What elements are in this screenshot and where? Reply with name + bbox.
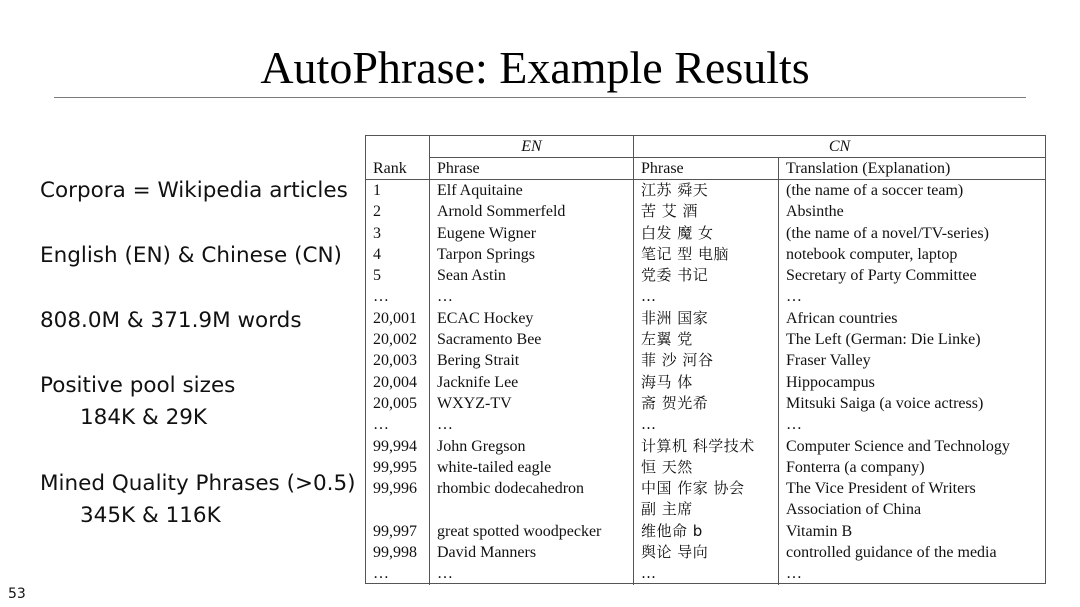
translation-cell: Mitsuki Saiga (a voice actress) (779, 393, 1046, 414)
bullet-corpora: Corpora = Wikipedia articles (40, 178, 348, 203)
translation-cell: African countries (779, 308, 1046, 329)
table-column-header (366, 158, 1045, 180)
en-phrase-cell (430, 499, 634, 520)
translation-cell: The Vice President of Writers (779, 478, 1046, 499)
en-phrase-cell: Jacknife Lee (430, 372, 634, 393)
cn-phrase-cell: 非洲 国家 (634, 308, 779, 329)
cn-phrase-cell: 海马 体 (634, 372, 779, 393)
header-en-phrase: Phrase (430, 158, 634, 180)
cn-phrase-cell: 党委 书记 (634, 265, 779, 286)
rank-cell: 99,997 (373, 522, 417, 540)
results-table (365, 135, 1046, 584)
title-underline (54, 97, 1026, 98)
bullet-word-counts: 808.0M & 371.9M words (40, 308, 302, 333)
en-phrase-cell: ECAC Hockey (430, 308, 634, 329)
bullet-mined-phrases: Mined Quality Phrases (>0.5) (40, 471, 356, 496)
table-row (366, 180, 1045, 202)
group-blank-cell (366, 136, 430, 158)
table-row (366, 201, 1045, 222)
translation-cell: Association of China (779, 499, 1046, 520)
en-phrase-cell: Bering Strait (430, 350, 634, 371)
table-row (366, 223, 1045, 244)
en-phrase-cell: David Manners (430, 542, 634, 563)
cn-phrase-cell: 苦 艾 酒 (634, 201, 779, 222)
rank-cell: 20,003 (373, 352, 417, 370)
cn-phrase-cell: 江苏 舜天 (634, 180, 779, 202)
cn-phrase-cell: 副 主席 (634, 499, 779, 520)
cn-phrase-cell: … (634, 286, 779, 307)
translation-cell: The Left (German: Die Linke) (779, 329, 1046, 350)
en-phrase-cell: … (430, 563, 634, 584)
bullet-languages: English (EN) & Chinese (CN) (40, 243, 342, 268)
header-cn-phrase: Phrase (634, 158, 779, 180)
cn-phrase-cell: 白发 魔 女 (634, 223, 779, 244)
header-translation: Translation (Explanation) (779, 158, 1046, 180)
translation-cell: Fraser Valley (779, 350, 1046, 371)
page-number: 53 (8, 586, 26, 602)
cn-phrase-cell: … (634, 563, 779, 584)
table-row (366, 393, 1045, 414)
header-rank: Rank (366, 158, 430, 180)
cn-phrase-cell: 中国 作家 协会 (634, 478, 779, 499)
rank-cell: … (373, 416, 389, 434)
cn-phrase-cell: 计算机 科学技术 (634, 436, 779, 457)
translation-cell: (the name of a novel/TV-series) (779, 223, 1046, 244)
en-phrase-cell: Tarpon Springs (430, 244, 634, 265)
rank-cell: 1 (373, 182, 381, 199)
en-phrase-cell: … (430, 286, 634, 307)
bullet-pool-sizes: Positive pool sizes (40, 373, 236, 398)
translation-cell: Absinthe (779, 201, 1046, 222)
table-row (366, 436, 1045, 457)
rank-cell: 20,001 (373, 309, 417, 327)
table-row (366, 542, 1045, 563)
rank-cell: 20,002 (373, 331, 417, 349)
table-row (366, 265, 1045, 286)
translation-cell: Computer Science and Technology (779, 436, 1046, 457)
rank-cell: 5 (373, 267, 381, 285)
table-row (366, 286, 1045, 307)
table-row (366, 478, 1045, 499)
cn-phrase-cell: 笔记 型 电脑 (634, 244, 779, 265)
table-row (366, 563, 1045, 584)
cn-phrase-cell: 斋 贺光希 (634, 393, 779, 414)
cn-phrase-cell: 左翼 党 (634, 329, 779, 350)
rank-cell: … (373, 565, 389, 583)
table-row (366, 414, 1045, 435)
en-phrase-cell: Eugene Wigner (430, 223, 634, 244)
translation-cell: controlled guidance of the media (779, 542, 1046, 563)
translation-cell: Fonterra (a company) (779, 457, 1046, 478)
translation-cell: Hippocampus (779, 372, 1046, 393)
table-row (366, 350, 1045, 371)
translation-cell: Secretary of Party Committee (779, 265, 1046, 286)
rank-cell: … (373, 288, 389, 306)
en-phrase-cell: Elf Aquitaine (430, 180, 634, 202)
rank-cell: 20,004 (373, 373, 417, 391)
en-phrase-cell: WXYZ-TV (430, 393, 634, 414)
rank-cell: 99,998 (373, 544, 417, 562)
table-row (366, 457, 1045, 478)
group-en-label: EN (430, 136, 634, 158)
table-group-header (366, 136, 1045, 158)
translation-cell: … (779, 563, 1046, 584)
slide-title: AutoPhrase: Example Results (260, 42, 810, 93)
cn-phrase-cell: 菲 沙 河谷 (634, 350, 779, 371)
rank-cell: 99,996 (373, 480, 417, 498)
rank-cell: 2 (373, 203, 381, 221)
translation-cell: … (779, 286, 1046, 307)
en-phrase-cell: Arnold Sommerfeld (430, 201, 634, 222)
rank-cell: 4 (373, 245, 381, 263)
translation-cell: notebook computer, laptop (779, 244, 1046, 265)
en-phrase-cell: white-tailed eagle (430, 457, 634, 478)
rank-cell: 99,994 (373, 437, 417, 455)
cn-phrase-cell: 维他命 b (634, 521, 779, 542)
table-row (366, 372, 1045, 393)
en-phrase-cell: rhombic dodecahedron (430, 478, 634, 499)
translation-cell: … (779, 414, 1046, 435)
group-cn-label: CN (634, 136, 1046, 158)
en-phrase-cell: Sacramento Bee (430, 329, 634, 350)
en-phrase-cell: … (430, 414, 634, 435)
table-row (366, 521, 1045, 542)
bullet-mined-values: 345K & 116K (80, 503, 221, 528)
en-phrase-cell: Sean Astin (430, 265, 634, 286)
en-phrase-cell: John Gregson (430, 436, 634, 457)
table-row (366, 499, 1045, 520)
en-phrase-cell: great spotted woodpecker (430, 521, 634, 542)
cn-phrase-cell: … (634, 414, 779, 435)
table-row (366, 244, 1045, 265)
cn-phrase-cell: 舆论 导向 (634, 542, 779, 563)
rank-cell: 99,995 (373, 458, 417, 476)
translation-cell: (the name of a soccer team) (779, 180, 1046, 202)
bullet-pool-values: 184K & 29K (80, 405, 208, 430)
table-row (366, 329, 1045, 350)
translation-cell: Vitamin B (779, 521, 1046, 542)
rank-cell: 3 (373, 224, 381, 242)
rank-cell (366, 499, 430, 520)
table-row (366, 308, 1045, 329)
cn-phrase-cell: 恒 天然 (634, 457, 779, 478)
rank-cell: 20,005 (373, 394, 417, 412)
